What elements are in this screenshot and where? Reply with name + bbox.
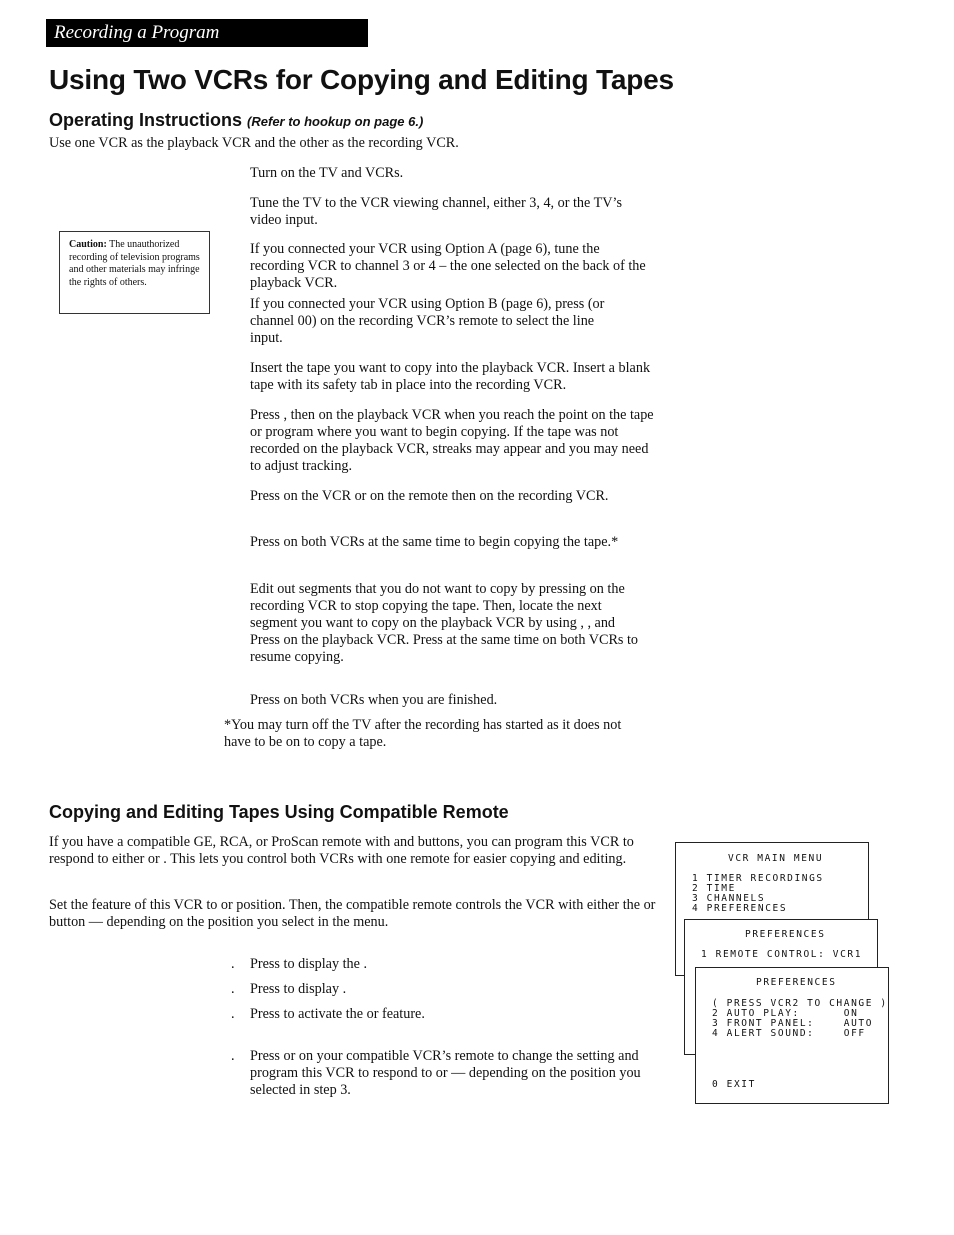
preferences-screen-2	[695, 967, 889, 1104]
section-banner: Recording a Program	[46, 19, 368, 47]
step-3b: If you connected your VCR using Option B (page 6), press (or channel 00) on the recording VCR’s remote to select the line input.	[250, 296, 605, 346]
step-3: If you connected your VCR using Option A (page 6), tune the recording VCR to channel 3 or 4 – the one selected on the back of the playback VCR.	[250, 241, 646, 291]
preferences-line: 3 FRONT PANEL: AUTO	[712, 1018, 874, 1029]
remote-step-3: Press to activate the or feature.	[250, 1006, 425, 1022]
step-number: .	[231, 956, 235, 972]
hookup-reference: (Refer to hookup on page 6.)	[247, 114, 424, 129]
step-5: Press , then on the playback VCR when you reach the point on the tape or program where you want to begin copying. If the tape was not recorded on the playback VCR, streaks may appear and you may need to adjust tracking.	[250, 407, 654, 474]
main-menu-item: 4 PREFERENCES	[692, 903, 788, 914]
intro-text: Use one VCR as the playback VCR and the other as the recording VCR.	[49, 135, 459, 151]
main-menu-title: VCR MAIN MENU	[728, 853, 824, 864]
step-9: Press on both VCRs when you are finished.	[250, 692, 498, 708]
page-title: Using Two VCRs for Copying and Editing Tapes	[49, 64, 674, 95]
main-menu-item: 3 CHANNELS	[692, 893, 766, 904]
remote-step-4: Press or on your compatible VCR’s remote to change the setting and program this VCR to respond to or — depending on the position you selected in step 3.	[250, 1048, 641, 1098]
step-7: Press on both VCRs at the same time to begin copying the tape.*	[250, 534, 619, 550]
preferences-line: 2 AUTO PLAY: ON	[712, 1008, 859, 1019]
step-8: Edit out segments that you do not want to copy by pressing on the recording VCR to stop copying the tape. Then, locate the next segment you want to copy on the playback VCR by using , , and Press on the playback VCR. Press at the same time on both VCRs to resume copying.	[250, 581, 639, 665]
remote-control-setting: 1 REMOTE CONTROL: VCR1	[701, 949, 863, 960]
compatible-remote-heading: Copying and Editing Tapes Using Compatible Remote	[49, 802, 509, 822]
compatible-remote-para2: Set the feature of this VCR to or position. Then, the compatible remote controls the VCR with either the or button — depending on the position you select in the menu.	[49, 897, 656, 930]
heading-text: Operating Instructions	[49, 110, 243, 130]
step-2: Tune the TV to the VCR viewing channel, either 3, 4, or the TV’s video input.	[250, 195, 622, 228]
step-number: .	[231, 1006, 235, 1022]
main-menu-item: 2 TIME	[692, 883, 736, 894]
preferences-title: PREFERENCES	[756, 977, 837, 988]
footnote: *You may turn off the TV after the recording has started as it does not have to be on to copy a tape.	[224, 717, 622, 750]
caution-label: Caution:	[69, 239, 107, 250]
remote-step-1: Press to display the .	[250, 956, 368, 972]
preferences-exit: 0 EXIT	[712, 1079, 756, 1090]
step-number: .	[231, 1048, 235, 1064]
operating-instructions-heading	[49, 110, 423, 131]
step-number: .	[231, 981, 235, 997]
compatible-remote-para1: If you have a compatible GE, RCA, or ProScan remote with and buttons, you can program this VCR to respond to either or . This lets you control both VCRs with one remote for easier copying and editing.	[49, 834, 634, 867]
step-1: Turn on the TV and VCRs.	[250, 165, 404, 181]
caution-box	[59, 231, 210, 314]
remote-step-2: Press to display .	[250, 981, 347, 997]
preferences-title: PREFERENCES	[745, 929, 826, 940]
step-6: Press on the VCR or on the remote then on the recording VCR.	[250, 488, 609, 504]
step-4: Insert the tape you want to copy into the playback VCR. Insert a blank tape with its safety tab in place into the recording VCR.	[250, 360, 651, 393]
preferences-line: 4 ALERT SOUND: OFF	[712, 1028, 866, 1039]
caution-text: The unauthorized recording of television programs and other materials may infringe the rights of others.	[69, 239, 200, 288]
main-menu-item: 1 TIMER RECORDINGS	[692, 873, 824, 884]
preferences-line: ( PRESS VCR2 TO CHANGE )	[712, 998, 888, 1009]
